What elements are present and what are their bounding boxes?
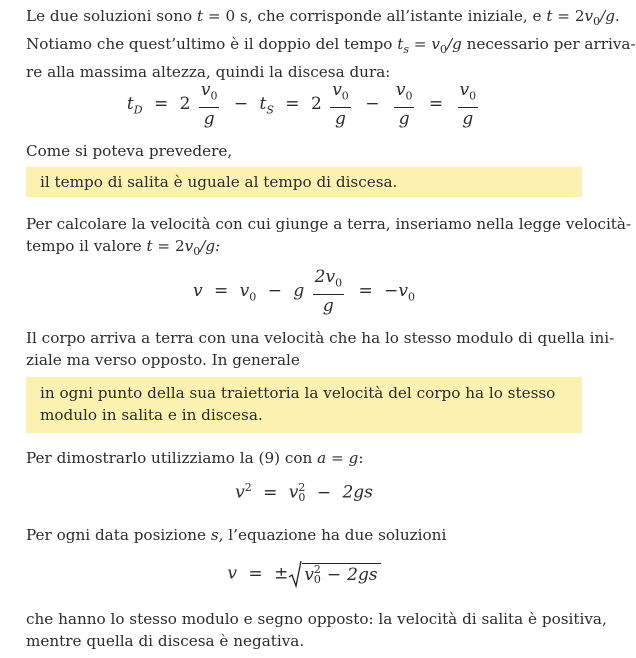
math-op: = (214, 281, 229, 302)
math-var: g (322, 296, 334, 317)
var-t: t (196, 7, 204, 25)
line: Il corpo arriva a terra con una velocità che ha lo stesso modulo di quella ini- (26, 329, 615, 347)
math-op: = (248, 563, 263, 584)
math-sub: 0 (249, 290, 257, 304)
line: ziale ma verso opposto. In generale (26, 351, 300, 369)
math-var: g (293, 281, 305, 302)
math-sub: 0 (210, 89, 218, 103)
math-sup: 2 (244, 481, 252, 494)
math-var: 2v (314, 267, 336, 287)
subscript: 0 (439, 43, 447, 57)
line: re alla massima altezza, quindi la discesa dura: (26, 63, 391, 82)
math-var: g (335, 109, 346, 130)
math-sub: 0 (469, 89, 477, 103)
fraction (199, 80, 220, 129)
math-var: 2gs (347, 564, 378, 585)
math-op: − (365, 94, 380, 115)
line: mentre quella di discesa è negativa. (26, 632, 305, 650)
math-var: t (259, 94, 267, 115)
var-g: /g: (200, 237, 221, 255)
fraction (313, 267, 344, 316)
text: tempo il valore (26, 237, 147, 255)
var-g: /g. (600, 7, 620, 25)
var-t: t (397, 35, 404, 54)
equation-descent-time (26, 80, 582, 129)
math-sub: 0 (298, 491, 306, 505)
line: Per calcolare la velocità con cui giunge a terra, inseriamo nella legge velocità- (26, 215, 632, 233)
text: = (408, 35, 432, 54)
math-var: v (200, 80, 211, 100)
line (26, 5, 620, 33)
text: = 2 (152, 237, 185, 255)
math-op: ± (274, 563, 289, 584)
highlight-text: il tempo di salita è uguale al tempo di discesa. (40, 173, 398, 191)
math-var: g (398, 109, 410, 130)
var-g: g (348, 449, 359, 467)
math-op: = (428, 94, 444, 115)
math-var: v (239, 281, 250, 302)
var-a: a (317, 449, 327, 467)
math-sub: 0 (405, 89, 413, 103)
math-op: = (285, 94, 300, 115)
text: Per dimostrarlo utilizziamo la (9) con (26, 449, 318, 467)
math-sup: 2 (313, 563, 321, 577)
line: Come si poteva prevedere, (26, 142, 233, 160)
line (26, 33, 636, 61)
math-op: − (326, 564, 342, 585)
text: : (358, 449, 364, 467)
highlight-text: in ogni punto della sua traiettoria la velocità del corpo ha lo stesso (40, 384, 556, 402)
var-v: v (184, 237, 194, 255)
highlight-box-modulus (26, 377, 582, 433)
math-num: 2 (310, 94, 322, 115)
equation-v-squared (26, 481, 582, 503)
paragraph-proof (26, 447, 582, 469)
equation-v-sqrt (26, 560, 582, 588)
math-sub: 0 (335, 276, 343, 290)
math-op: = (263, 482, 278, 503)
text: , l’equazione ha due soluzioni (218, 526, 447, 544)
paragraph-two-solutions (26, 524, 582, 546)
subscript: 0 (193, 245, 201, 259)
text: = (326, 449, 349, 467)
fraction (394, 80, 415, 129)
math-op: = (358, 281, 373, 302)
math-var: g (203, 109, 215, 130)
var-v: v (431, 35, 440, 54)
line (26, 447, 582, 469)
math-op: = (153, 94, 169, 115)
math-var: v (459, 80, 470, 100)
equation-final-velocity (26, 267, 582, 316)
line (26, 235, 582, 263)
math-var: v (288, 482, 299, 503)
radicand (302, 563, 380, 586)
math-op: − (267, 281, 282, 302)
math-var: v (304, 564, 314, 585)
paragraph-conclusion (26, 608, 607, 652)
fraction (330, 80, 351, 129)
math-sub: D (133, 103, 143, 117)
highlight-box-times (26, 167, 582, 197)
paragraph-expected (26, 140, 582, 162)
text: Per ogni data posizione (26, 526, 211, 544)
math-var: 2gs (342, 482, 373, 503)
var-v: v (584, 7, 594, 25)
sqrt-sign (288, 560, 380, 588)
math-var: g (462, 109, 474, 130)
var-g: /g (446, 35, 462, 54)
text: necessario per arriva- (461, 35, 636, 54)
var-t: t (146, 237, 153, 255)
math-sub: 0 (313, 573, 321, 587)
text: Le due soluzioni sono (26, 7, 197, 25)
math-sub: 0 (341, 89, 349, 103)
highlight-text: modulo in salita e in discesa. (40, 406, 263, 424)
math-sub: 0 (407, 290, 415, 304)
math-sup: 2 (298, 481, 306, 495)
paragraph-velocity-calc (26, 213, 632, 263)
math-num: 2 (179, 94, 191, 115)
paragraph-solutions (26, 5, 636, 83)
fraction (458, 80, 479, 129)
math-var: −v (384, 281, 408, 302)
text: Notiamo che quest’ultimo è il doppio del tempo (26, 35, 398, 54)
math-var: v (395, 80, 406, 100)
var-t: t (546, 7, 553, 25)
var-s: s (210, 526, 219, 544)
math-op: − (316, 482, 332, 503)
math-var: t (126, 94, 134, 115)
math-sub: S (266, 103, 274, 117)
text: = 2 (552, 7, 585, 25)
math-var: v (227, 563, 237, 584)
subscript: 0 (593, 15, 601, 29)
math-var: v (235, 482, 245, 503)
subscript: s (403, 43, 409, 57)
text: = 0 s, che corrisponde all’istante iniziale, e (203, 7, 547, 25)
paragraph-opposite (26, 327, 615, 371)
math-var: v (193, 281, 203, 302)
math-var: v (332, 80, 342, 100)
line (26, 524, 582, 546)
line: che hanno lo stesso modulo e segno opposto: la velocità di salita è positiva, (26, 610, 607, 628)
math-op: − (233, 94, 249, 115)
